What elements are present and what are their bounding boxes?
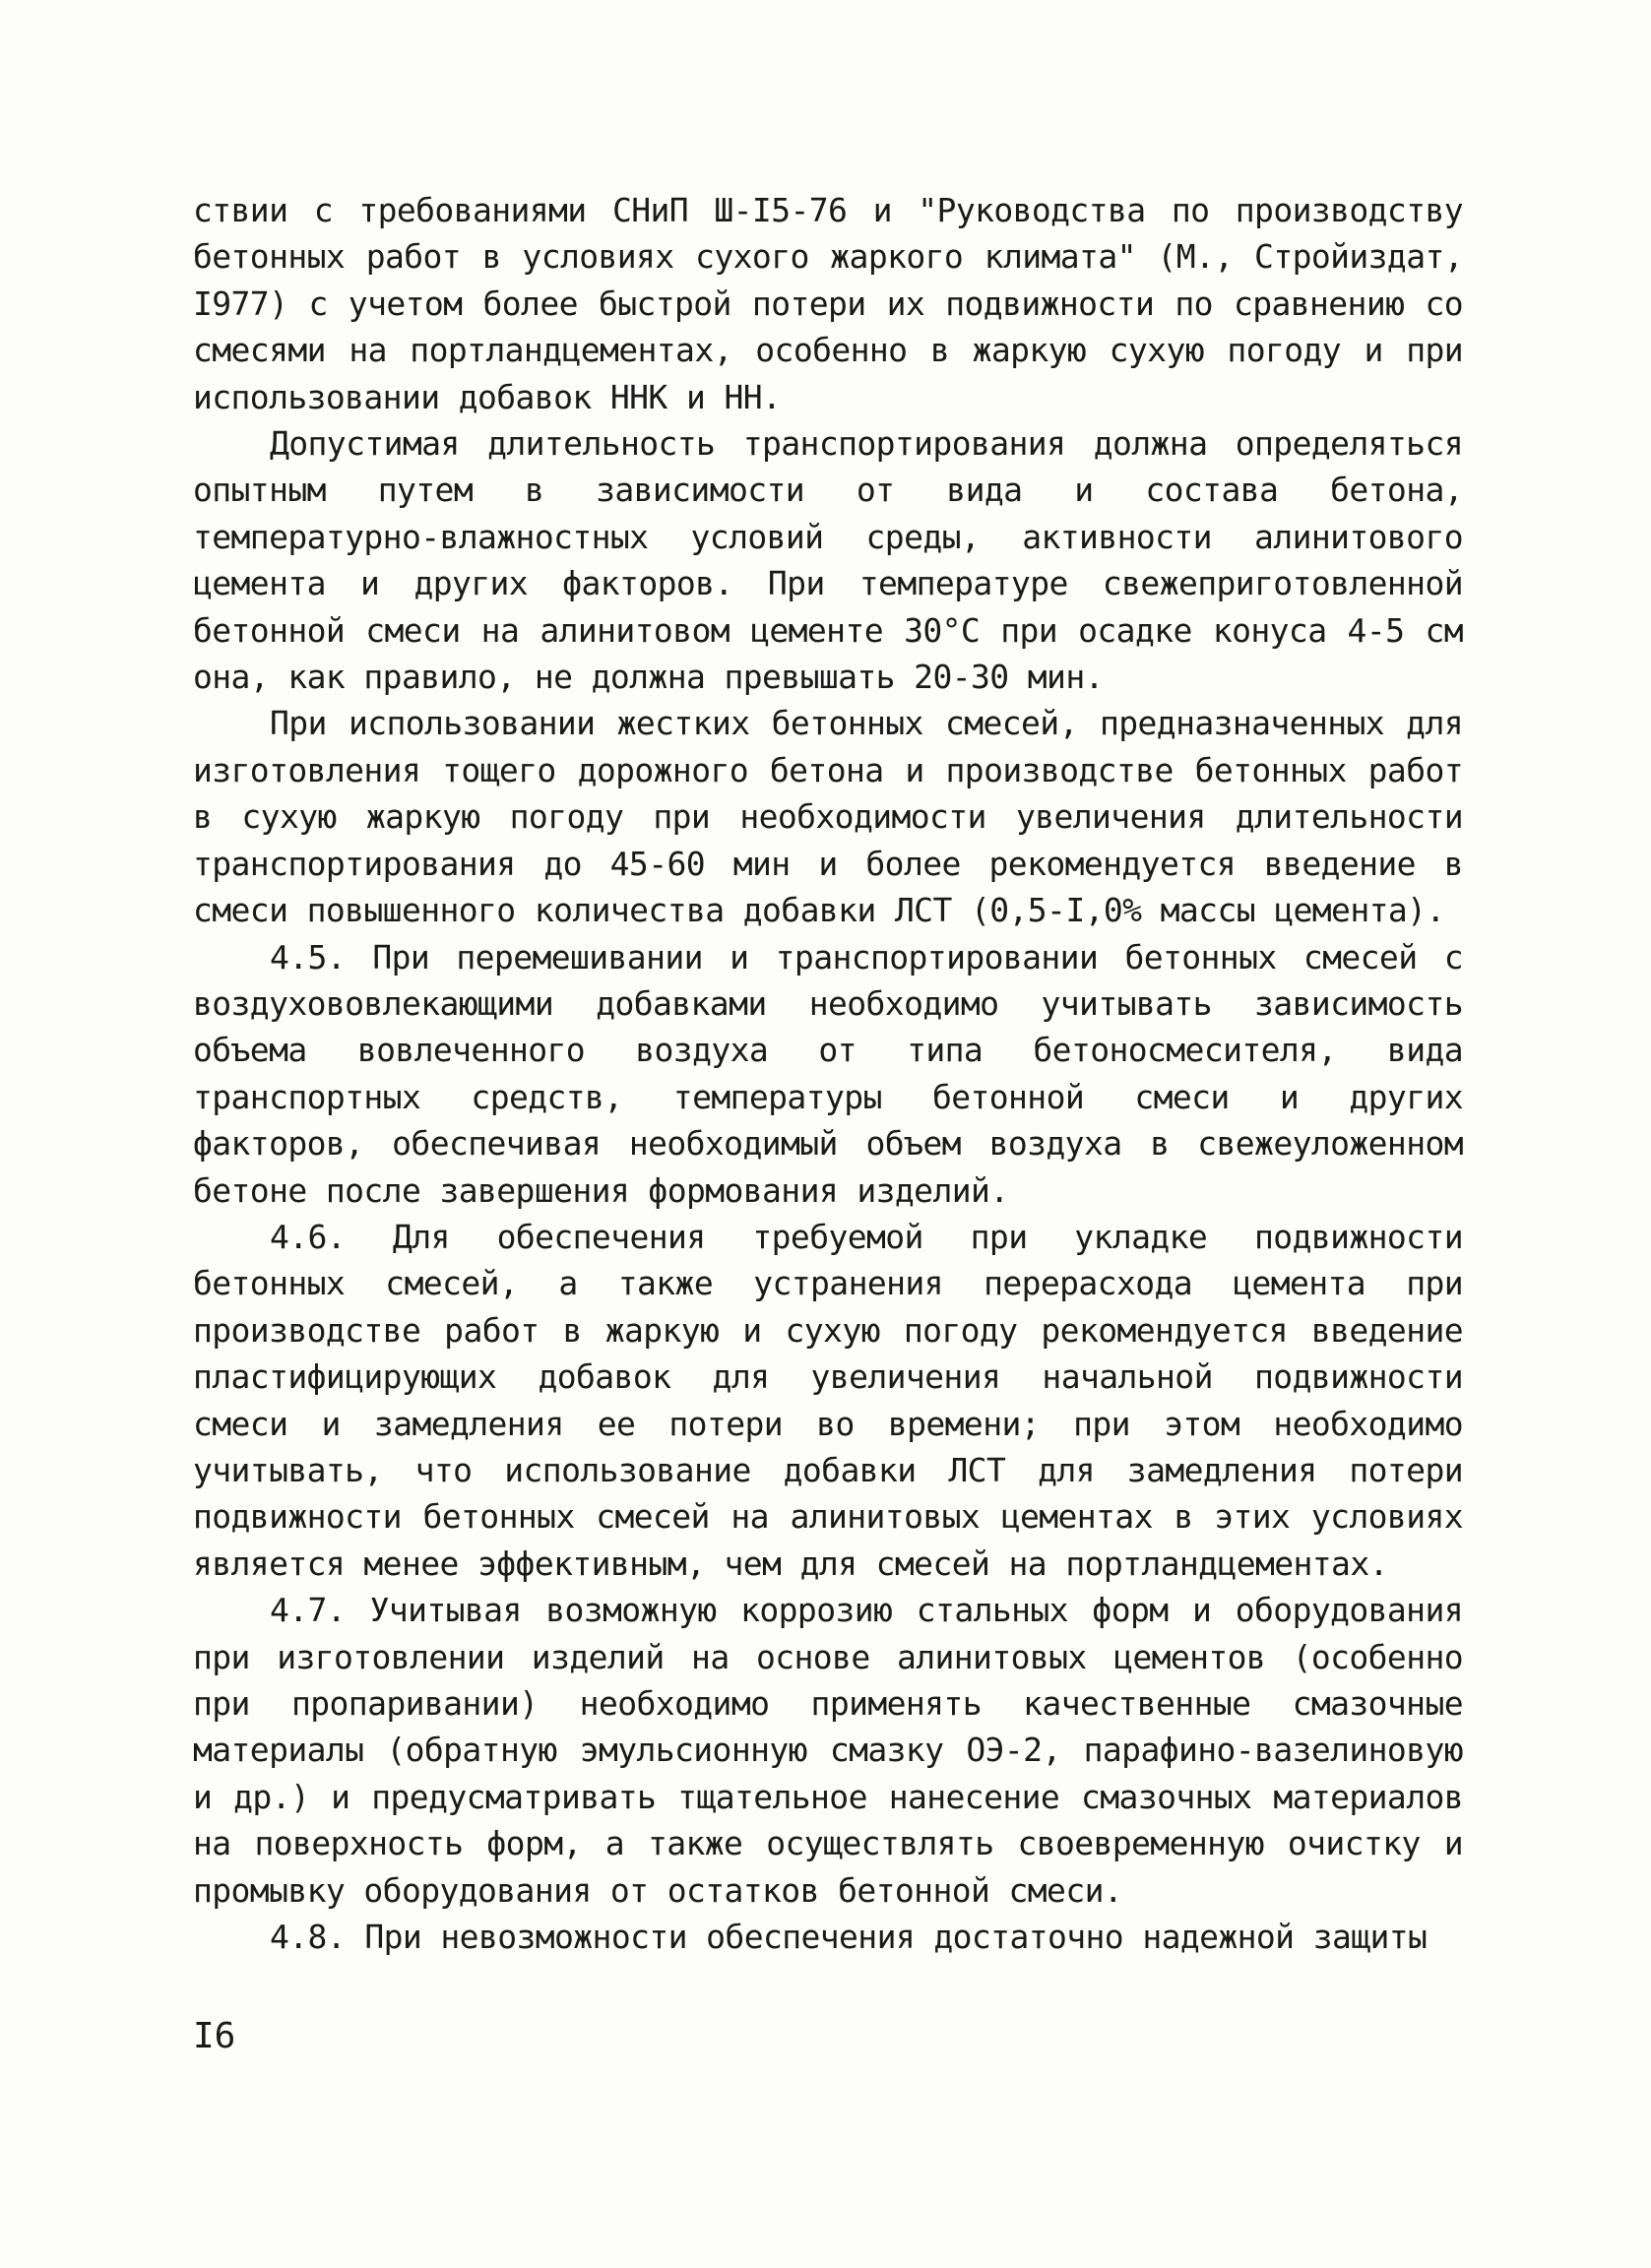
paragraph-4-8: 4.8. При невозможности обеспечения достаточно надежной защиты [270, 1918, 1428, 1957]
paragraph-4-5: 4.5. При перемешивании и транспортировании бетонных смесей с воздухововлекающими добавками необходимо учитывать зависимость объема вовлеченного воздуха от типа бетоносмесителя, вида транспортных средств, температуры бетонной смеси и других факторов, обеспечивая необходимый объем воздуха в свежеуложенном бетоне после завершения формования изделий. [193, 937, 1463, 1210]
paragraph-4-7: 4.7. Учитывая возможную коррозию стальных форм и оборудования при изготовлении изделий на основе алинитовых цементов (особенно при пропаривании) необходимо применять качественные смазочные материалы (обратную эмульсионную смазку ОЭ-2, парафино-вазелиновую и др.) и предусматривать тщательное нанесение смазочных материалов на поверхность форм, а также осуществлять своевременную очистку и промывку оборудования от остатков бетонной смеси. [193, 1591, 1463, 1910]
paragraph-continuation: ствии с требованиями СНиП Ш-I5-76 и "Руководства по производству бетонных работ в условиях сухого жаркого климата" (М., Стройиздат, I977) с учетом более быстрой потери их подвижности по сравнению со смесями на портландцементах, особенно в жаркую сухую погоду и при использовании добавок ННК и НН. [193, 191, 1463, 416]
paragraph-4-6: 4.6. Для обеспечения требуемой при укладке подвижности бетонных смесей, а также устранения перерасхода цемента при производстве работ в жаркую и сухую погоду рекомендуется введение пластифицирующих добавок для увеличения начальной подвижности смеси и замедления ее потери во времени; при этом необходимо учитывать, что использование добавки ЛСТ для замедления потери подвижности бетонных смесей на алинитовых цементах в этих условиях является менее эффективным, чем для смесей на портландцементах. [193, 1217, 1463, 1583]
page-number: I6 [193, 2016, 236, 2056]
body-text [193, 187, 1463, 1960]
paragraph-transport-duration: Допустимая длительность транспортирования должна определяться опытным путем в зависимости от вида и состава бетона, температурно-влажностных условий среды, активности алинитового цемента и других факторов. При температуре свежеприготовленной бетонной смеси на алинитовом цементе 30°С при осадке конуса 4-5 см она, как правило, не должна превышать 20-30 мин. [193, 424, 1463, 697]
paragraph-stiff-mixes: При использовании жестких бетонных смесей, предназначенных для изготовления тощего дорожного бетона и производстве бетонных работ в сухую жаркую погоду при необходимости увеличения длительности транспортирования до 45-60 мин и более рекомендуется введение в смеси повышенного количества добавки ЛСТ (0,5-I,0% массы цемента). [193, 704, 1463, 930]
